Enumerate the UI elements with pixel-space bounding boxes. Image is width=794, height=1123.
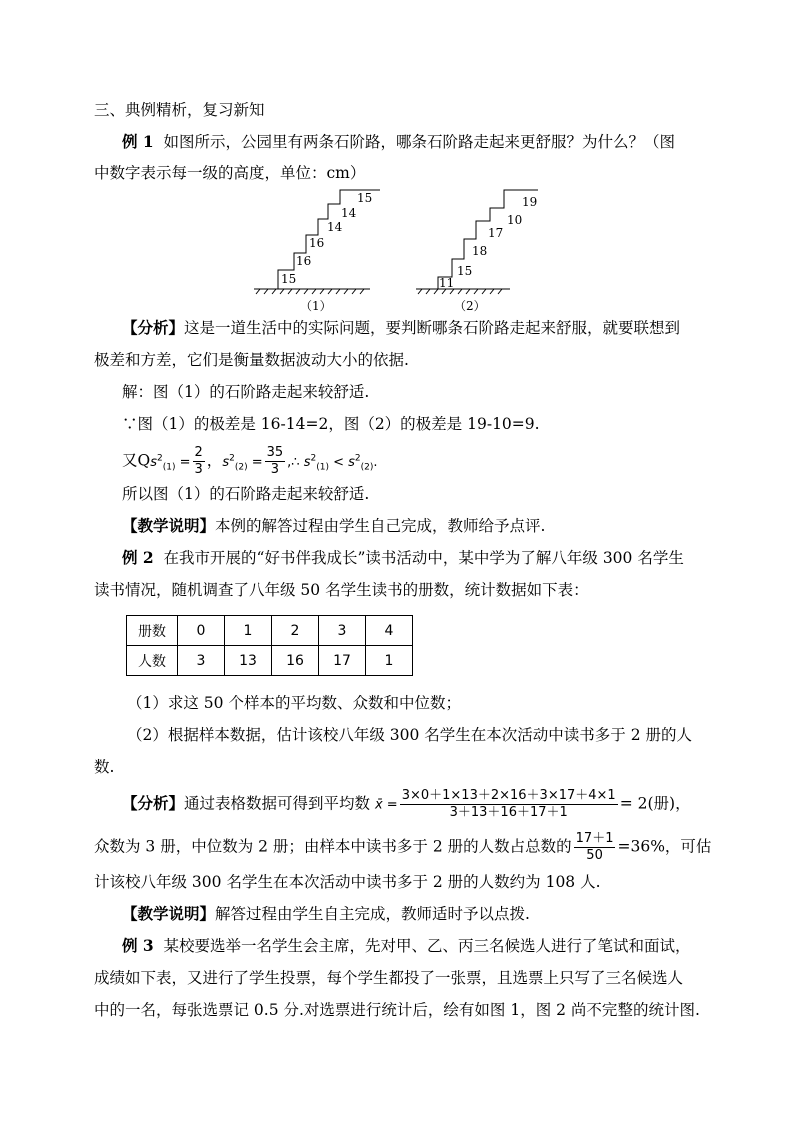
example-2-prompt-line-1: [122, 547, 702, 569]
variance-1-denominator: 3: [194, 462, 203, 477]
mean-denominator: 3＋13＋16＋17＋1: [449, 805, 568, 820]
stair-1-height-2: 16: [296, 254, 312, 268]
variance-2-denominator: 3: [270, 462, 280, 477]
table-cell: 2: [272, 616, 319, 646]
stair-2-height-5: 10: [507, 213, 523, 227]
example-2-analysis-line-2: [94, 831, 712, 864]
table-row: [127, 646, 413, 676]
ratio-numerator: 17＋1: [575, 831, 614, 846]
example-2-label: 例 2: [122, 548, 154, 567]
example-1-variance-line: 又$Qs^2_{(1)}$ = $\frac{2}{3}$ ，$s^2_{(2)}$ = $\frac{35}{3}$ ,∴ $s^2_{(1)} < s^2_{(2)}$.: [122, 445, 378, 477]
stair-2-height-6: 19: [522, 195, 538, 209]
variance-prefix: 又Q: [122, 451, 151, 470]
table-cell: 1: [366, 646, 413, 676]
mean-result: = 2(册)，: [619, 794, 691, 813]
example-1-teaching-text: 本例的解答过程由学生自己完成，教师给予点评.: [215, 517, 546, 535]
variance-2-fraction: [265, 445, 286, 478]
ratio-fraction: [574, 831, 616, 864]
stair-1-caption: （1）: [300, 299, 332, 313]
example-2-text-1: 在我市开展的“好书伴我成长”读书活动中，某中学为了解八年级 300 名学生: [163, 549, 684, 567]
example-1-analysis-line-1: [122, 317, 702, 339]
example-2-prompt-line-2: 读书情况，随机调查了八年级 50 名学生读书的册数，统计数据如下表：: [94, 581, 589, 599]
stair-1-ground: [254, 289, 370, 294]
variance-2-numerator: 35: [266, 445, 284, 460]
stair-2-height-2: 15: [457, 264, 473, 278]
table-cell: 人数: [127, 646, 178, 676]
ratio-denominator: 50: [586, 848, 603, 863]
example-1-label: 例 1: [122, 132, 154, 151]
books-table: [126, 615, 413, 676]
example-1-teaching-note: [122, 515, 702, 537]
example-1-analysis-tag: 【分析】: [122, 318, 185, 337]
example-1-range-line: ∵图（1）的极差是 16-14=2，图（2）的极差是 19-10=9.: [122, 415, 540, 433]
stair-2-caption: （2）: [454, 299, 486, 313]
table-cell: 3: [178, 646, 225, 676]
example-1-conclusion: 所以图（1）的石阶路走起来较舒适.: [122, 485, 370, 503]
example-1-analysis-line-2: 极差和方差，它们是衡量数据波动大小的依据.: [94, 351, 409, 369]
example-2-teaching-text: 解答过程由学生自主完成，教师适时予以点拨.: [215, 905, 530, 923]
example-2-analysis-text-1: 通过表格数据可得到平均数: [184, 794, 371, 813]
stair-2-height-3: 18: [472, 244, 488, 258]
stair-1-height-3: 16: [309, 236, 325, 250]
table-row: [127, 616, 413, 646]
table-cell: 0: [178, 616, 225, 646]
example-2-analysis-line-1: 【分析】通过表格数据可得到平均数 x̄ = $\frac{3\times 0+1\times 13+2\times 16+3\times 17+4\times 1}{3+13+16+17+1}$ = 2(册)，: [122, 788, 691, 820]
variance-1-numerator: 2: [194, 445, 203, 460]
example-2-teaching-note: [122, 903, 702, 925]
example-2-analysis-line-3: 计该校八年级 300 名学生在本次活动中读书多于 2 册的人数约为 108 人.: [94, 873, 601, 891]
table-cell: 16: [272, 646, 319, 676]
example-1-analysis-text-1: 这是一道生活中的实际问题，要判断哪条石阶路走起来舒服，就要联想到: [184, 319, 681, 337]
stairs-figure: [250, 186, 540, 314]
example-2-question-1: （1）求这 50 个样本的平均数、众数和中位数；: [127, 694, 461, 712]
stair-2-height-4: 17: [488, 226, 504, 240]
example-1-prompt-line-2: 中数字表示每一级的高度，单位：cm）: [94, 164, 366, 182]
example-2-analysis-text-2b: =36%，可估: [617, 837, 712, 856]
stair-2-ground: [416, 289, 510, 294]
table-cell: 17: [319, 646, 366, 676]
stair-1-height-5: 14: [341, 206, 357, 220]
example-3-text-1: 某校要选举一名学生会主席，先对甲、乙、丙三名候选人进行了笔试和面试，: [163, 937, 691, 955]
stair-2-height-1: 11: [439, 276, 455, 290]
table-cell: 册数: [127, 616, 178, 646]
mean-numerator: 3×0＋1×13＋2×16＋3×17＋4×1: [401, 788, 616, 803]
example-3-label: 例 3: [122, 936, 154, 955]
example-3-prompt-line-2: 成绩如下表，又进行了学生投票，每个学生都投了一张票，且选票上只写了三名候选人: [94, 969, 684, 987]
table-cell: 4: [366, 616, 413, 646]
stair-1-height-1: 15: [281, 272, 297, 286]
example-2-teaching-tag: 【教学说明】: [122, 904, 216, 923]
example-3-prompt-line-3: 中的一名，每张选票记 0.5 分.对选票进行统计后，绘有如图 1，图 2 尚不完整的统计图.: [94, 1001, 700, 1019]
section-title: 三、典例精析，复习新知: [94, 101, 265, 119]
mean-fraction: [400, 788, 618, 821]
example-2-question-2-line-2: 数.: [94, 758, 115, 776]
table-cell: 13: [225, 646, 272, 676]
example-1-teaching-tag: 【教学说明】: [122, 516, 216, 535]
stair-1-height-6: 15: [357, 191, 373, 205]
example-1-prompt-line-1: [122, 131, 702, 153]
table-cell: 1: [225, 616, 272, 646]
table-cell: 3: [319, 616, 366, 646]
example-1-text-1: 如图所示，公园里有两条石阶路，哪条石阶路走起来更舒服？为什么？（图: [163, 133, 676, 151]
variance-1-fraction: [193, 445, 205, 478]
example-3-prompt-line-1: [122, 935, 702, 957]
example-1-solution: 解：图（1）的石阶路走起来较舒适.: [122, 383, 370, 401]
stair-1-height-4: 14: [327, 220, 343, 234]
example-2-question-2-line-1: （2）根据样本数据，估计该校八年级 300 名学生在本次活动中读书多于 2 册的人: [127, 726, 693, 744]
example-2-analysis-text-2a: 众数为 3 册，中位数为 2 册；由样本中读书多于 2 册的人数占总数的: [94, 837, 572, 856]
example-2-analysis-tag: 【分析】: [122, 793, 185, 813]
